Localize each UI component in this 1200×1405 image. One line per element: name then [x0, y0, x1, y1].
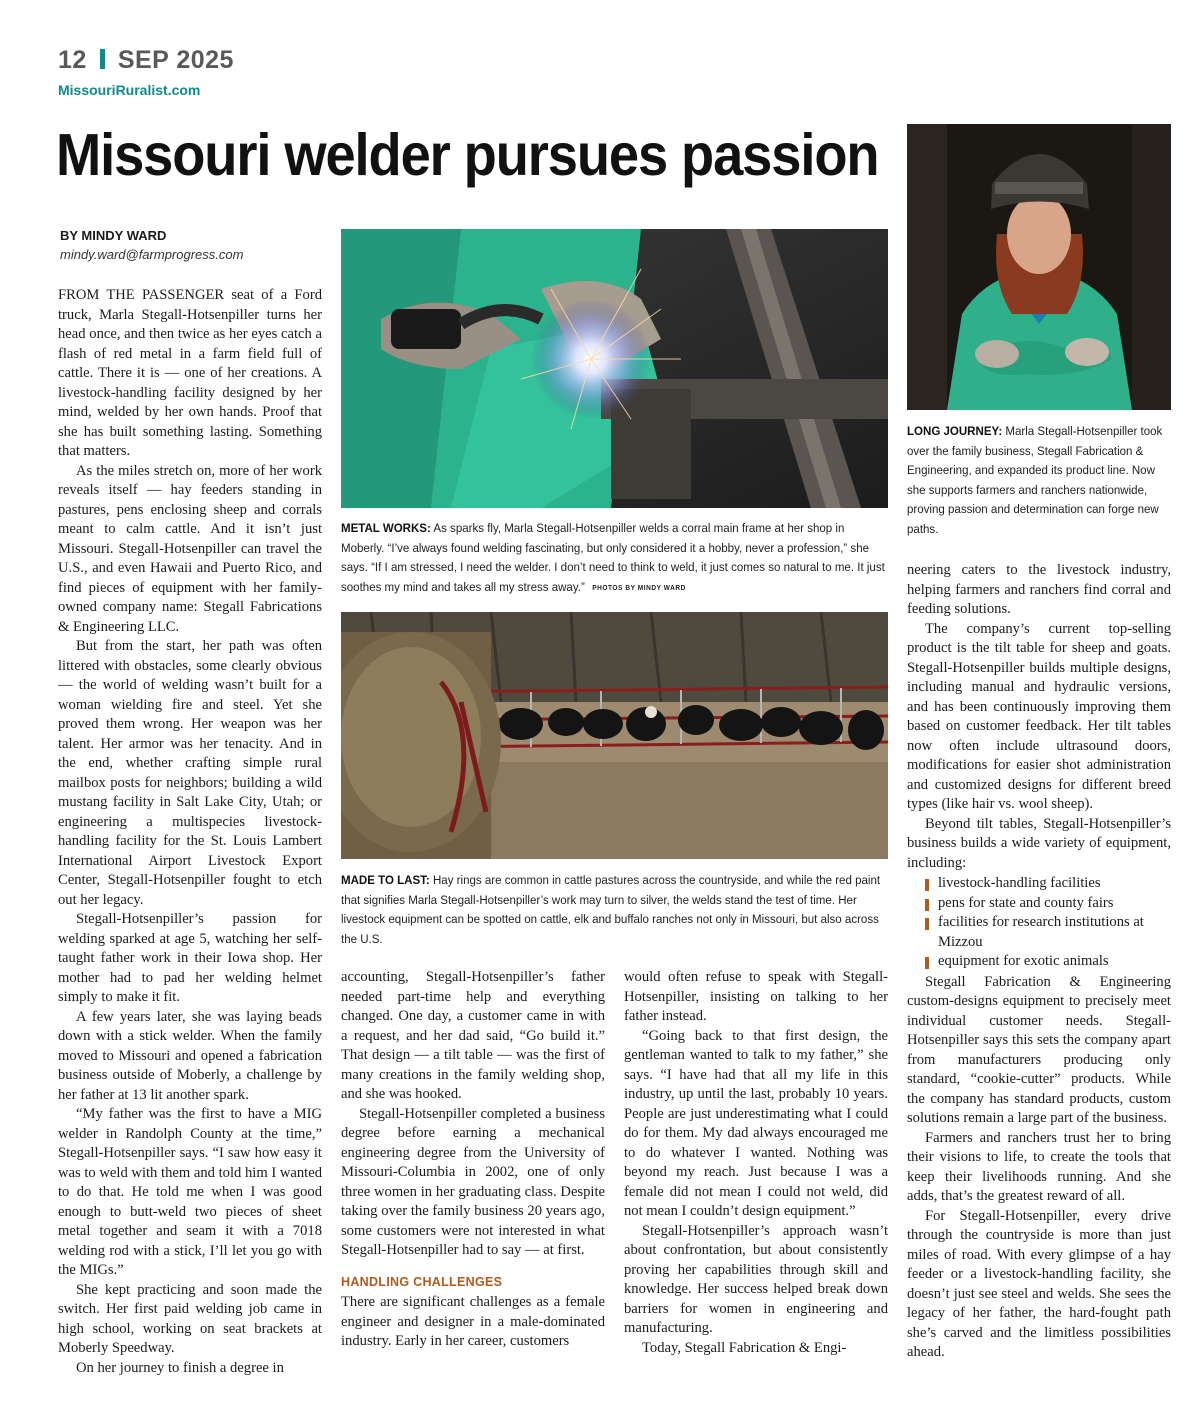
- page-number: 12: [58, 46, 87, 74]
- article-column-3: [624, 968, 888, 1358]
- caption-lead: METAL WORKS:: [341, 521, 431, 535]
- body-paragraph: Today, Stegall Fabrication & Engi-: [642, 1339, 847, 1356]
- portrait-photo: [907, 124, 1171, 410]
- caption-text: As sparks fly, Marla Stegall-Hotsenpiller welds a corral main frame at her shop in Moberly. “I’ve always found welding fascinating, but only considered it a hobby, never a profession,” she says. “If I am stressed, I need the welder. I don’t need to think to weld, it just comes so natural to me. It just soothes my mind and takes all my stress away.”: [341, 521, 885, 594]
- page-folio: [58, 46, 234, 75]
- headline: Missouri welder pursues passion: [56, 122, 879, 188]
- site-link[interactable]: MissouriRuralist.com: [58, 82, 201, 98]
- article-column-1: [58, 286, 322, 1378]
- list-item-text: pens for state and county fairs: [938, 894, 1114, 911]
- list-item-text: facilities for research institutions at Mizzou: [938, 914, 1144, 950]
- body-paragraph: As the miles stretch on, more of her work reveals itself — hay feeders standing in pastures, pens enclosing sheep and corrals meant to calm cattle. And it isn’t just Missouri. Stegall-Hotsenpiller can travel the U.S., and even Hawaii and Puerto Rico, and find pieces of equipment with her family-owned company name: Stegall Fabrications & Engineering LLC.: [58, 462, 322, 635]
- body-paragraph: Beyond tilt tables, Stegall-Hotsenpiller’s business builds a wide variety of equipment, including:: [907, 815, 1171, 871]
- body-paragraph: neering caters to the livestock industry, helping farmers and ranchers find corral and feeding solutions.: [907, 562, 1171, 617]
- section-subhead: HANDLING CHALLENGES: [341, 1274, 503, 1289]
- body-paragraph: FROM THE PASSENGER seat of a Ford truck, Marla Stegall-Hotsenpiller turns her head once, and then twice as her eyes catch a flash of red metal in a farm field full of cattle. There it is — one of her creations. A livestock-handling facility designed by her mind, welded by her own hands. Proof that she has built something lasting. Something that matters.: [58, 287, 322, 459]
- byline-author: BY MINDY WARD: [60, 228, 167, 243]
- portrait-caption: [907, 422, 1170, 539]
- list-item-text: equipment for exotic animals: [938, 953, 1109, 969]
- list-item-text: livestock-handling facilities: [938, 875, 1101, 891]
- welding-photo: [341, 229, 888, 508]
- body-paragraph: Stegall-Hotsenpiller completed a business degree before earning a mechanical engineering degree from the University of Missouri-Columbia in 2002, one of only three women in her graduating class. Despite taking over the family business 20 years ago, some customers were not interested in what Stegall-Hotsenpiller had to say — at first.: [341, 1105, 605, 1258]
- body-paragraph: A few years later, she was laying beads down with a stick welder. When the family moved to Missouri and opened a fabrication business outside of Moberly, a challenge by her father at 13 lit another spark.: [58, 1008, 322, 1103]
- issue-date: SEP 2025: [117, 46, 234, 74]
- body-paragraph: “My father was the first to have a MIG welder in Randolph County at the time,” Stegall-Hotsenpiller says. “I saw how easy it was to weld with them and told him I wanted to do that. He told me when I was good enough to butt-weld two pieces of sheet metal together and seam it with a 7018 welding rod with a stick, I’ll let you go with the MIGs.”: [58, 1106, 322, 1278]
- list-item: [925, 874, 1171, 894]
- list-item: [925, 913, 1171, 952]
- caption-lead: MADE TO LAST:: [341, 873, 430, 887]
- body-paragraph: Stegall-Hotsenpiller’s passion for welding sparked at age 5, watching her self-taught father work in their Iowa shop. Her mother had to pad her welding helmet simply to make it fit.: [58, 911, 322, 1005]
- photo-credit: PHOTOS BY MINDY WARD: [592, 584, 686, 592]
- equipment-list: [925, 874, 1171, 972]
- caption-text: Hay rings are common in cattle pastures across the countryside, and while the red paint that signifies Marla Stegall-Hotsenpiller’s work may turn to silver, the welds stand the test of time. Her livestock equipment can be spotted on cattle, elk and buffalo ranches not only in Missouri, but also across the U.S.: [341, 873, 881, 946]
- body-paragraph: Farmers and ranchers trust her to bring their visions to life, to create the tools that keep their livelihoods running. And she adds, that’s the greatest reward of all.: [907, 1129, 1171, 1204]
- byline-email[interactable]: mindy.ward@farmprogress.com: [60, 247, 244, 262]
- body-paragraph: The company’s current top-selling product is the tilt table for sheep and goats. Stegall-Hotsenpiller builds multiple designs, including manual and hydraulic versions, and has been continuously improving them based on customer feedback. Her tilt tables now often include ultrasound doors, modifications for easier shot administration and customized designs for different breed types (like hair vs. wool sheep).: [907, 620, 1171, 812]
- body-paragraph: On her journey to finish a degree in: [76, 1359, 284, 1376]
- cattle-photo: [341, 612, 888, 859]
- welding-caption: [341, 519, 885, 598]
- bullet-marker: [925, 918, 929, 930]
- bullet-marker: [925, 899, 929, 911]
- body-paragraph: But from the start, her path was often littered with obstacles, some clearly obvious — the world of welding wasn’t built for a woman wielding fire and steel. Yet she proved them wrong. Her weapon was her talent. Her armor was her tenacity. And in the end, whether crafting simple rural mailbox posts for neighbors; building a wild mustang facility in Salt Lake City, Utah; or engineering a multispecies livestock-handling facility for the St. Louis Lambert International Airport Livestock Export Center, Stegall-Hotsenpiller fought to etch out her legacy.: [58, 638, 322, 908]
- body-paragraph: She kept practicing and soon made the switch. Her first paid welding job came in high school, working on seat brackets at Moberly Speedway.: [58, 1281, 322, 1356]
- cattle-caption: [341, 871, 885, 949]
- article-column-2: [341, 968, 605, 1352]
- list-item: [925, 894, 1171, 914]
- body-paragraph: accounting, Stegall-Hotsenpiller’s father needed part-time help and everything changed. One day, a customer came in with a request, and her dad said, “Go build it.” That design — a tilt table — was the first of many creations in the family welding shop, and she was hooked.: [341, 969, 605, 1102]
- bullet-marker: [925, 879, 929, 891]
- caption-lead: LONG JOURNEY:: [907, 424, 1003, 438]
- folio-divider: [100, 49, 105, 69]
- article-column-4: [907, 561, 1171, 1363]
- body-paragraph: There are significant challenges as a female engineer and designer in a male-dominated industry. Early in her career, customers: [341, 1294, 605, 1349]
- body-paragraph: would often refuse to speak with Stegall-Hotsenpiller, insisting on talking to her father instead.: [624, 969, 888, 1024]
- body-paragraph: Stegall Fabrication & Engineering custom-designs equipment to precisely meet individual customer needs. Stegall-Hotsenpiller says this sets the company apart from manufacturers producing only standard, “cookie-cutter” products. While the company has standard products, custom solutions remain a large part of the business.: [907, 973, 1171, 1126]
- body-paragraph: For Stegall-Hotsenpiller, every drive through the countryside is more than just miles of road. With every glimpse of a hay feeder or a livestock-handling facility, she doesn’t just see steel and welds. She sees the legacy of her father, the hard-fought path she’s carved and the limitless possibilities ahead.: [907, 1207, 1171, 1360]
- bullet-marker: [925, 957, 929, 969]
- caption-text: Marla Stegall-Hotsenpiller took over the family business, Stegall Fabrication & Engineering, and expanded its product line. Now she supports farmers and ranchers nationwide, proving passion and determination can forge new paths.: [907, 424, 1163, 536]
- body-paragraph: “Going back to that first design, the gentleman wanted to talk to my father,” she says. “I have had that all my life in this industry, up until the last, probably 10 years. People are just underestimating what I could do for them. My dad always encouraged me to do whatever I wanted. Nothing was beyond my reach. Just because I was a female did not mean I could not weld, did not mean I couldn’t design equipment.”: [624, 1027, 888, 1219]
- body-paragraph: Stegall-Hotsenpiller’s approach wasn’t about confrontation, but about consistently proving her capabilities through skill and knowledge. Her success helped break down barriers for women in engineering and manufacturing.: [624, 1222, 888, 1336]
- list-item: [925, 952, 1171, 972]
